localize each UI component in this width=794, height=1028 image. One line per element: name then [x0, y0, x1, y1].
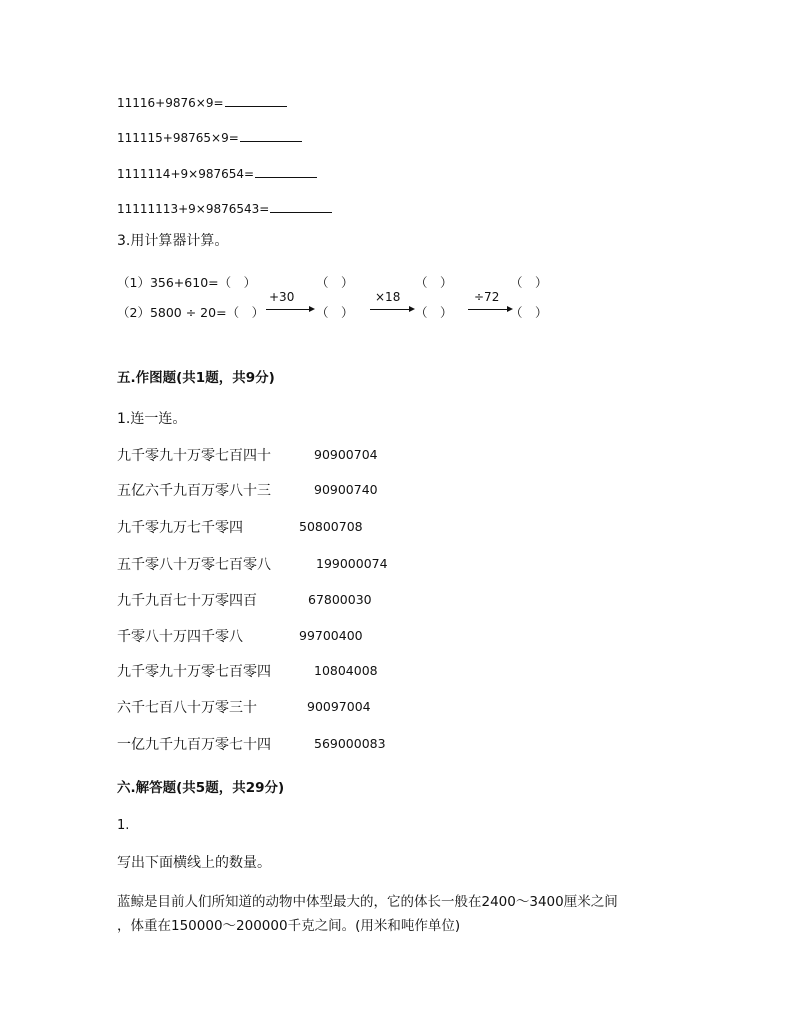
match-right-7: 10804008	[314, 663, 378, 678]
equation-2	[117, 129, 302, 145]
section6-question-text-line-2: ，体重在150000～200000千克之间。(用米和吨作单位)	[117, 918, 461, 934]
equation-1	[117, 94, 287, 110]
section5-question-1: 1.连一连。	[117, 411, 187, 427]
match-right-5: 67800030	[308, 592, 372, 607]
calc-row-1-paren-2: （ ）	[415, 275, 453, 290]
arrow-right-icon	[370, 309, 410, 310]
match-left-2: 五亿六千九百万零八十三	[117, 483, 271, 499]
match-right-1: 90900704	[314, 447, 378, 462]
answer-blank	[270, 200, 332, 213]
equation-text: 11111113+9×9876543=	[117, 202, 270, 216]
calc-row-1-paren-3: （ ）	[510, 275, 548, 290]
calc-row-2-label: （2）5800 ÷ 20=（ ）	[117, 305, 265, 320]
equation-3	[117, 165, 317, 181]
answer-blank	[240, 129, 302, 142]
section5-heading: 五.作图题(共1题，共9分)	[117, 370, 275, 386]
section6-question-intro: 写出下面横线上的数量。	[117, 855, 271, 871]
operation-divide-72: ÷72	[474, 290, 500, 304]
section6-question-number: 1.	[117, 818, 130, 833]
equation-4	[117, 200, 332, 216]
match-left-3: 九千零九万七千零四	[117, 520, 243, 536]
calc-row-1-label: （1）356+610=（ ）	[117, 275, 257, 290]
match-left-7: 九千零九十万零七百零四	[117, 664, 271, 680]
calc-row-2-paren-2: （ ）	[415, 305, 453, 320]
match-left-8: 六千七百八十万零三十	[117, 700, 257, 716]
match-right-9: 569000083	[314, 736, 386, 751]
section3-title: 3.用计算器计算。	[117, 233, 229, 249]
answer-blank	[225, 94, 287, 107]
calc-row-2-paren-3: （ ）	[510, 305, 548, 320]
section6-heading: 六.解答题(共5题，共29分)	[117, 780, 285, 796]
match-right-4: 199000074	[316, 556, 388, 571]
match-left-5: 九千九百七十万零四百	[117, 593, 257, 609]
equation-text: 11116+9876×9=	[117, 96, 224, 110]
match-right-2: 90900740	[314, 482, 378, 497]
arrow-right-icon	[468, 309, 508, 310]
match-right-8: 90097004	[307, 699, 371, 714]
calc-row-1-paren-1: （ ）	[316, 275, 354, 290]
answer-blank	[255, 165, 317, 178]
match-left-6: 千零八十万四千零八	[117, 629, 243, 645]
operation-plus-30: +30	[269, 290, 295, 304]
calc-row-2-paren-1: （ ）	[316, 305, 354, 320]
operation-times-18: ×18	[375, 290, 401, 304]
match-left-1: 九千零九十万零七百四十	[117, 448, 271, 464]
arrowhead-icon	[309, 306, 315, 312]
match-right-3: 50800708	[299, 519, 363, 534]
section6-question-text-line-1: 蓝鲸是目前人们所知道的动物中体型最大的，它的体长一般在2400～3400厘米之间	[117, 894, 618, 910]
match-left-4: 五千零八十万零七百零八	[117, 557, 271, 573]
equation-text: 1111114+9×987654=	[117, 167, 255, 181]
equation-text: 111115+98765×9=	[117, 131, 239, 145]
arrow-right-icon	[266, 309, 310, 310]
match-right-6: 99700400	[299, 628, 363, 643]
match-left-9: 一亿九千九百万零七十四	[117, 737, 271, 753]
